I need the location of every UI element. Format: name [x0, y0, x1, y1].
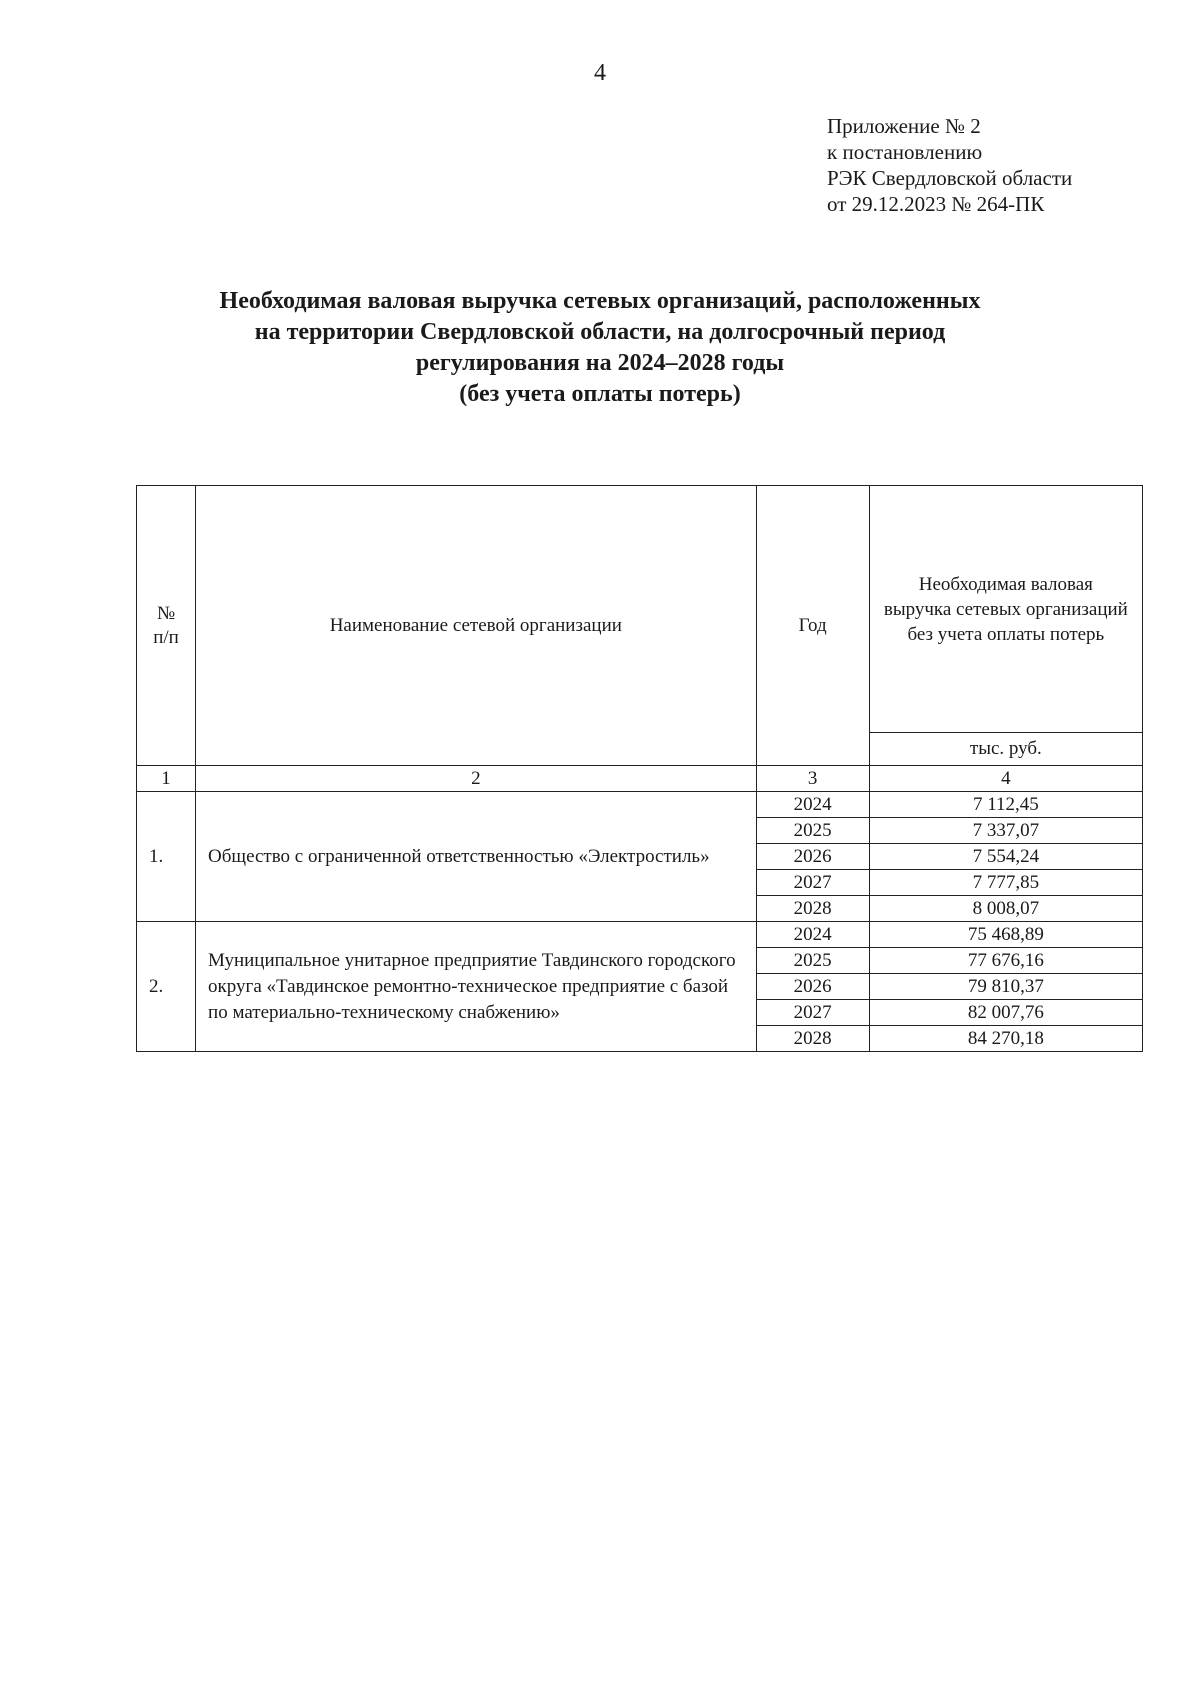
title-line: на территории Свердловской области, на долгосрочный период	[254, 319, 946, 345]
value-cell: 7 777,85	[869, 870, 1142, 896]
value-cell: 7 337,07	[869, 818, 1142, 844]
year-cell: 2027	[756, 1000, 869, 1026]
value-cell: 75 468,89	[869, 922, 1142, 948]
year-cell: 2026	[756, 844, 869, 870]
title-line: Необходимая валовая выручка сетевых организаций, расположенных	[219, 288, 981, 314]
year-cell: 2025	[756, 818, 869, 844]
document-title	[100, 286, 1100, 410]
value-cell: 7 554,24	[869, 844, 1142, 870]
header-num-abbr: п/п	[153, 626, 179, 648]
value-cell: 77 676,16	[869, 948, 1142, 974]
appendix-line: РЭК Свердловской области	[827, 166, 1073, 190]
year-cell: 2024	[756, 792, 869, 818]
value-cell: 79 810,37	[869, 974, 1142, 1000]
header-num-symbol: №	[156, 602, 176, 624]
column-index: 2	[196, 766, 757, 792]
appendix-line: к постановлению	[827, 140, 983, 164]
header-num	[137, 486, 196, 766]
header-revenue: Необходимая валовая выручка сетевых организаций без учета оплаты потерь	[869, 486, 1142, 733]
page-number: 4	[594, 60, 606, 86]
org-number: 2.	[137, 922, 196, 1052]
table-row	[137, 922, 1143, 948]
revenue-table	[136, 485, 1143, 1052]
appendix-block	[827, 113, 1072, 217]
year-cell: 2028	[756, 1026, 869, 1052]
column-index: 1	[137, 766, 196, 792]
appendix-line: Приложение № 2	[827, 114, 981, 138]
value-cell: 8 008,07	[869, 896, 1142, 922]
value-cell: 7 112,45	[869, 792, 1142, 818]
org-name: Муниципальное унитарное предприятие Тавдинского городского округа «Тавдинское ремонтно-техническое предприятие с базой по материально-техническому снабжению»	[196, 922, 757, 1052]
year-cell: 2027	[756, 870, 869, 896]
year-cell: 2024	[756, 922, 869, 948]
value-cell: 82 007,76	[869, 1000, 1142, 1026]
org-number: 1.	[137, 792, 196, 922]
column-index: 4	[869, 766, 1142, 792]
value-cell: 84 270,18	[869, 1026, 1142, 1052]
title-line: (без учета оплаты потерь)	[459, 381, 741, 407]
org-name: Общество с ограниченной ответственностью «Электростиль»	[196, 792, 757, 922]
year-cell: 2028	[756, 896, 869, 922]
year-cell: 2026	[756, 974, 869, 1000]
year-cell: 2025	[756, 948, 869, 974]
header-year: Год	[756, 486, 869, 766]
column-index: 3	[756, 766, 869, 792]
appendix-line: от 29.12.2023 № 264-ПК	[827, 192, 1045, 216]
header-org-name: Наименование сетевой организации	[196, 486, 757, 766]
table-row	[137, 792, 1143, 818]
header-unit: тыс. руб.	[869, 733, 1142, 766]
title-line: регулирования на 2024–2028 годы	[415, 350, 785, 376]
